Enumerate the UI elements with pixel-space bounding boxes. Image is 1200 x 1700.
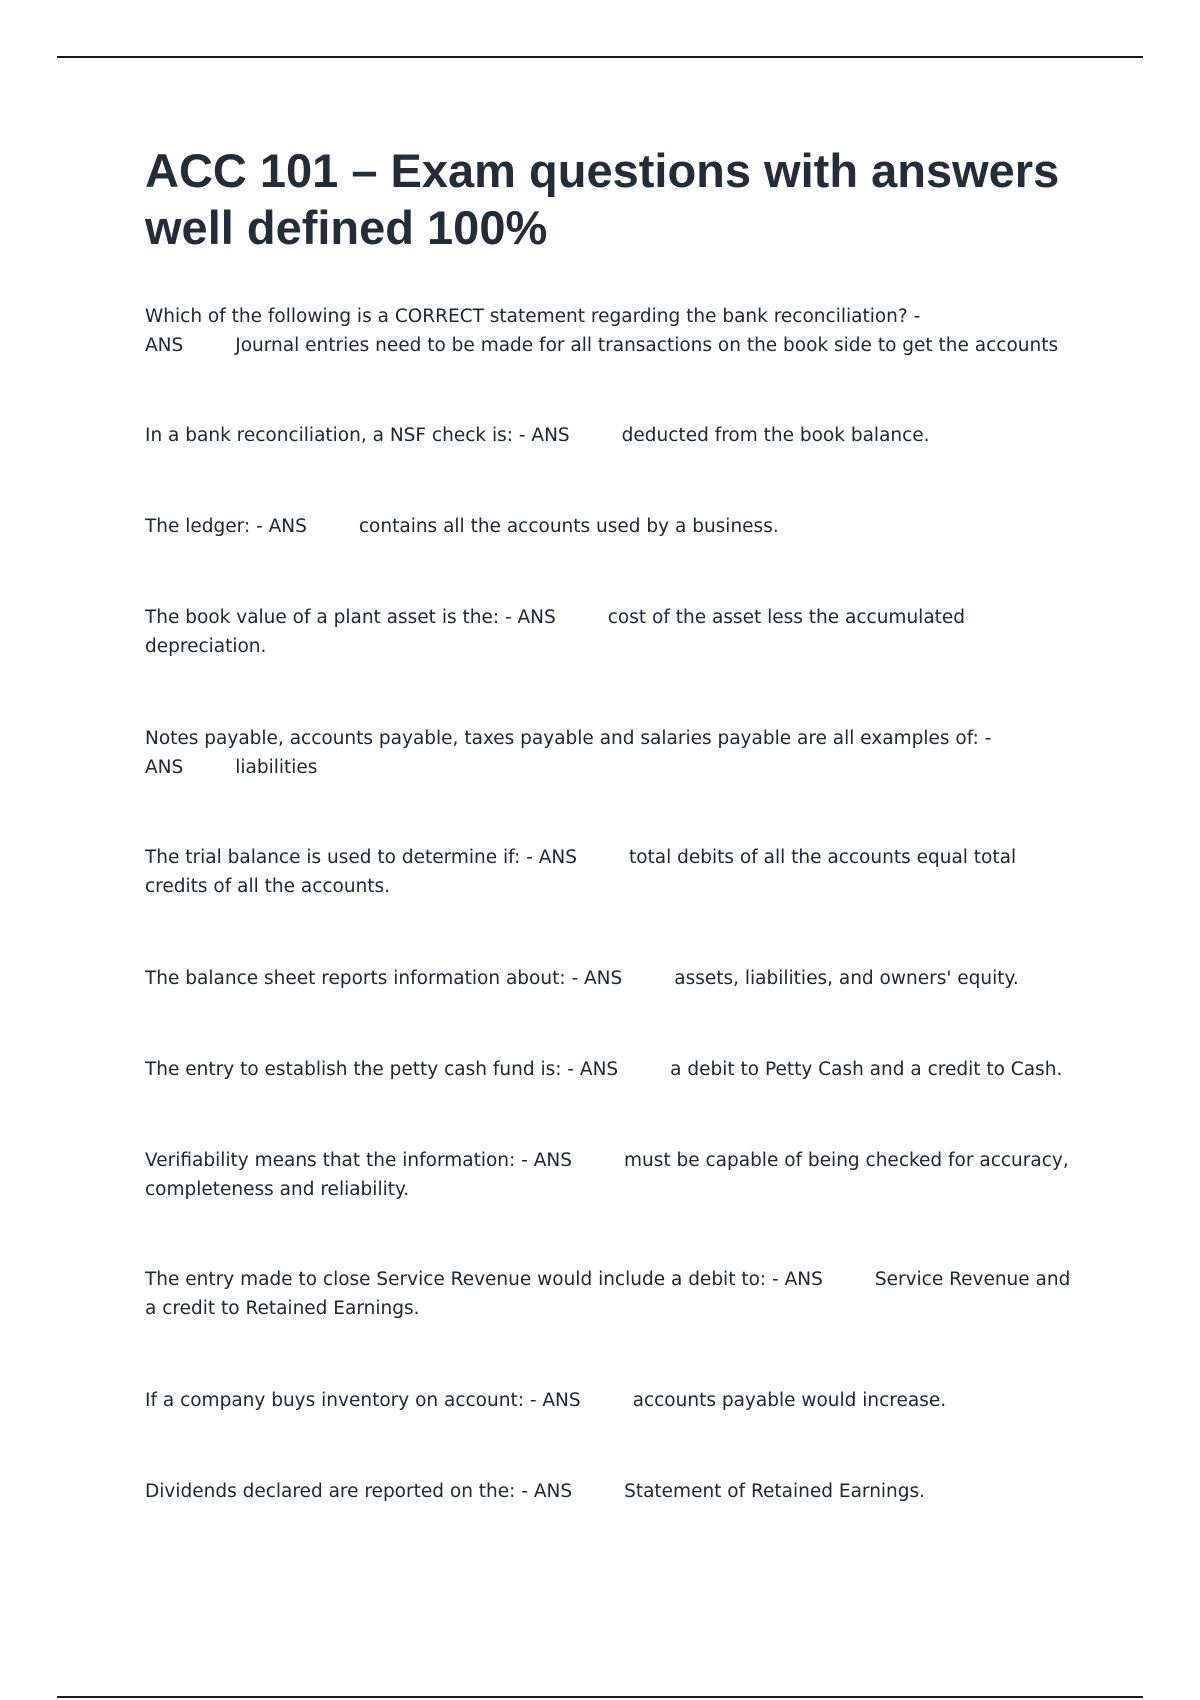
answer-text: liabilities xyxy=(235,757,318,778)
ans-marker: - ANS xyxy=(518,425,570,446)
answer-text: deducted from the book balance. xyxy=(621,425,930,446)
answer-text: accounts payable would increase. xyxy=(632,1390,947,1411)
ans-marker: - ANS xyxy=(567,1059,619,1080)
question-text: Notes payable, accounts payable, taxes payable and salaries payable are all examples of: xyxy=(145,728,979,749)
document-title: ACC 101 – Exam questions with answers well defined 100% xyxy=(145,144,1060,254)
qa-item-7 xyxy=(145,964,1080,993)
qa-item-12 xyxy=(145,1477,1080,1506)
ans-marker: - ANS xyxy=(256,516,307,537)
answer-text: must be capable of being checked for accuracy, completeness and reliability. xyxy=(145,1150,1069,1200)
qa-item-3 xyxy=(145,512,1080,541)
ans-marker: - ANS xyxy=(504,607,556,628)
question-text: The entry made to close Service Revenue would include a debit to: xyxy=(145,1269,767,1290)
answer-text: Statement of Retained Earnings. xyxy=(624,1481,926,1502)
qa-item-10 xyxy=(145,1265,1080,1323)
question-text: If a company buys inventory on account: xyxy=(145,1390,524,1411)
question-text: The trial balance is used to determine if: xyxy=(145,847,521,868)
answer-text: cost of the asset less the accumulated depreciation. xyxy=(145,607,966,657)
question-text: Verifiability means that the information: xyxy=(145,1150,516,1171)
ans-marker: - ANS xyxy=(571,968,623,989)
ans-marker: - ANS xyxy=(526,847,577,868)
qa-item-5: Notes payable, accounts payable, taxes payable and salaries payable are all examples of: - ANS liabilities xyxy=(145,728,992,778)
question-text: In a bank reconciliation, a NSF check is: xyxy=(145,425,513,446)
question-text: Dividends declared are reported on the: xyxy=(145,1481,516,1502)
ans-marker: - ANS xyxy=(521,1150,572,1171)
question-text: The entry to establish the petty cash fund is: xyxy=(145,1059,562,1080)
answer-text: assets, liabilities, and owners' equity. xyxy=(674,968,1019,989)
qa-item-1: Which of the following is a CORRECT statement regarding the bank reconciliation? - ANS Journal entries need to be made for all transactions on the book side to get the accounts xyxy=(145,306,1059,356)
qa-item-4 xyxy=(145,603,1080,661)
qa-item-8 xyxy=(145,1055,1080,1084)
bottom-divider xyxy=(57,1696,1143,1698)
qa-item-11 xyxy=(145,1386,1080,1415)
ans-marker: - ANS xyxy=(521,1481,573,1502)
answer-text: contains all the accounts used by a business. xyxy=(358,516,779,537)
ans-marker: - ANS xyxy=(529,1390,581,1411)
question-text: The balance sheet reports information about: xyxy=(145,968,566,989)
question-text: The ledger: xyxy=(145,516,251,537)
answer-text: Journal entries need to be made for all transactions on the book side to get the accounts xyxy=(235,335,1059,356)
ans-marker: - ANS xyxy=(772,1269,823,1290)
answer-text: Service Revenue and a credit to Retained Earnings. xyxy=(145,1269,1071,1319)
answer-text: a debit to Petty Cash and a credit to Cash. xyxy=(670,1059,1063,1080)
qa-item-6 xyxy=(145,843,1080,901)
answer-text: total debits of all the accounts equal total credits of all the accounts. xyxy=(145,847,1017,897)
qa-item-9 xyxy=(145,1146,1080,1204)
question-text: The book value of a plant asset is the: xyxy=(145,607,500,628)
qa-item-2 xyxy=(145,421,1080,450)
top-divider xyxy=(57,56,1143,58)
question-text: Which of the following is a CORRECT statement regarding the bank reconciliation? xyxy=(145,306,908,327)
